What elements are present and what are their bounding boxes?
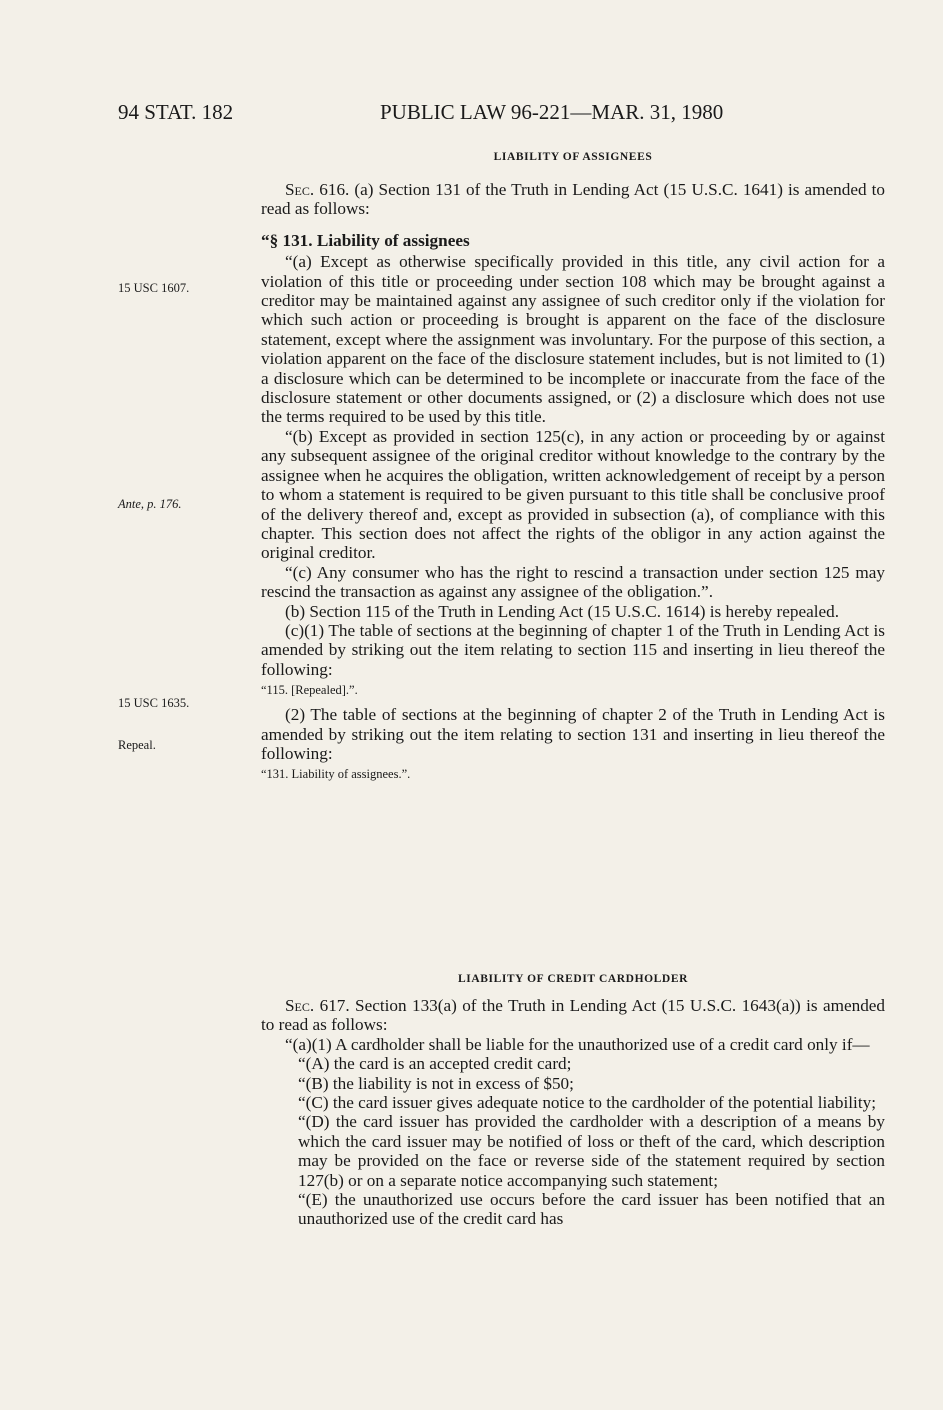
para-131-b: “(b) Except as provided in section 125(c), in any action or proceeding by or against any subsequent assignee of the original creditor without knowledge to the contrary by the assignee when he acquires the obligation, written acknowledgement of receipt by a person to whom a statement is required to be given pursuant to this title shall be conclusive proof of the delivery thereof and, except as provided in subsection (a), of compliance with this chapter. This section does not affect the rights of the obligor in any action against the original creditor. <box>261 426 885 563</box>
section-616-heading: LIABILITY OF ASSIGNEES <box>493 151 653 163</box>
para-616-c2: (2) The table of sections at the beginning of chapter 2 of the Truth in Lending Act is amended by striking out the item relating to section 131 and inserting in lieu thereof the following: <box>261 705 885 763</box>
item-133-E: “(E) the unauthorized use occurs before the card issuer has been notified that an unauthorized use of the credit card has <box>298 1190 885 1229</box>
para-616-c1: (c)(1) The table of sections at the beginning of chapter 1 of the Truth in Lending Act is amended by striking out the item relating to section 115 and inserting in lieu thereof the following: <box>261 620 885 679</box>
margin-note-15-usc-1635: 15 USC 1635. <box>118 696 190 710</box>
para-133-a1: “(a)(1) A cardholder shall be liable for the unauthorized use of a credit card only if— <box>285 1034 870 1054</box>
section-617-body <box>261 996 885 1229</box>
item-133-D: “(D) the card issuer has provided the cardholder with a description of a means by which the card issuer may be notified of loss or theft of the card, which description may be provided on the face or reverse side of the statement required by section 127(b) or on a separate notice accompanying such statement; <box>298 1112 885 1190</box>
para-131-c: “(c) Any consumer who has the right to rescind a transaction under section 125 may rescind the transaction as against any assignee of the obligation.”. <box>261 562 885 602</box>
section-616-intro: Sec. 616. (a) Section 131 of the Truth in Lending Act (15 U.S.C. 1641) is amended to read as follows: <box>261 180 885 219</box>
margin-note-15-usc-1607: 15 USC 1607. <box>118 281 190 295</box>
table-item-131: “131. Liability of assignees.”. <box>261 767 411 782</box>
section-617-heading: LIABILITY OF CREDIT CARDHOLDER <box>457 973 689 985</box>
item-133-C: “(C) the card issuer gives adequate notice to the cardholder of the potential liability; <box>298 1093 876 1113</box>
margin-note-repeal: Repeal. <box>118 738 156 752</box>
running-head: PUBLIC LAW 96-221—MAR. 31, 1980 <box>380 100 724 124</box>
section-131-subhead: “§ 131. Liability of assignees <box>261 230 470 250</box>
item-133-B: “(B) the liability is not in excess of $50; <box>298 1073 574 1093</box>
table-item-115: “115. [Repealed].”. <box>261 683 358 698</box>
para-616-b: (b) Section 115 of the Truth in Lending Act (15 U.S.C. 1614) is hereby repealed. <box>285 601 840 621</box>
para-131-a: “(a) Except as otherwise specifically provided in this title, any civil action for a violation of this title or proceeding under section 108 which may be brought against a creditor may be maintained against any assignee of such creditor only if the violation for which such action or proceeding is brought is apparent on the face of the disclosure statement, except where the assignment was involuntary. For the purpose of this section, a violation apparent on the face of the disclosure statement includes, but is not limited to (1) a disclosure which can be determined to be incomplete or inaccurate from the face of the disclosure statement or other documents assigned, or (2) a disclosure which does not use the terms required to be used by this title. <box>261 252 885 427</box>
section-616-body <box>261 180 885 783</box>
page-stat-citation: 94 STAT. 182 <box>118 100 234 124</box>
item-133-A: “(A) the card is an accepted credit card; <box>298 1054 572 1074</box>
margin-note-ante-176: Ante, p. 176. <box>118 497 182 511</box>
section-617-intro: Sec. 617. Section 133(a) of the Truth in Lending Act (15 U.S.C. 1643(a)) is amended to read as follows: <box>261 996 886 1035</box>
